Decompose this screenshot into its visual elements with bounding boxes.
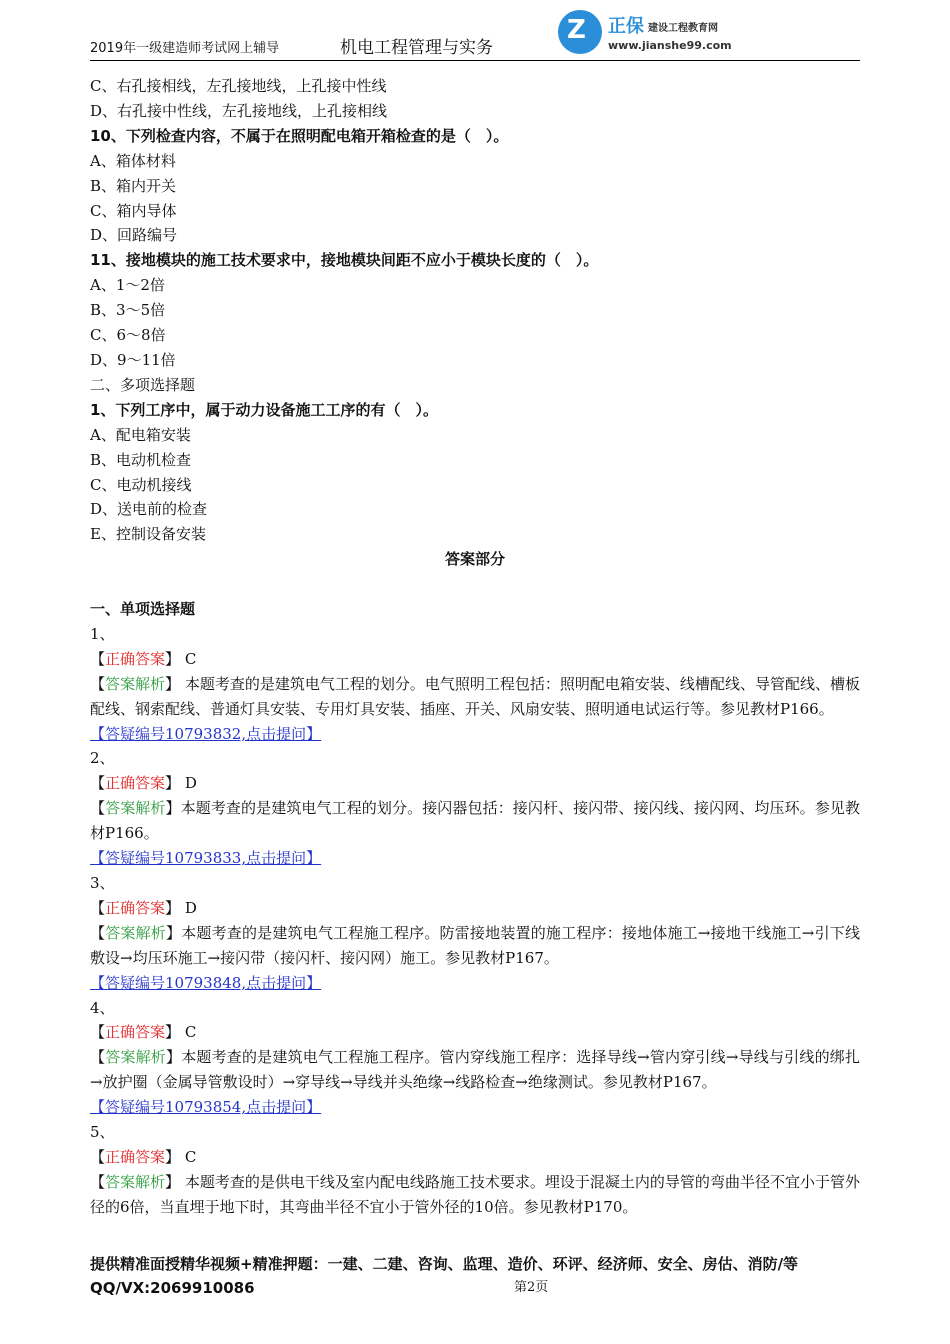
logo-subtitle: 建设工程教育网 [648,23,718,34]
bracket: 】 [165,649,181,668]
header-course-title: 2019年一级建造师考试网上辅导 [90,41,280,56]
question-text: 11、接地模块的施工技术要求中，接地模块间距不应小于模块长度的（ ）。 [90,251,599,270]
correct-answer-value: D [184,898,197,917]
analysis-text: 本题考查的是供电干线及室内配电线路施工技术要求。埋设于混凝土内的导管的弯曲半径不宜小于管外径的6倍，当直埋于地下时，其弯曲半径不宜小于管外径的10倍。参见教材P170。 [90,1172,860,1216]
correct-answer-value: C [184,1147,197,1166]
option-text: D、右孔接中性线，左孔接地线，上孔接相线 [90,101,388,120]
correct-answer-row [90,771,860,796]
bracket: 】 [166,1048,182,1067]
logo-url: www.jianshe99.com [608,39,732,52]
correct-answer-row [90,1145,860,1170]
answers-title: 答案部分 [444,550,505,569]
analysis-row [90,1170,860,1220]
bracket: 】 [165,774,181,793]
option-text: B、箱内开关 [90,176,177,195]
analysis-text: 本题考查的是建筑电气工程的划分。接闪器包括：接闪杆、接闪带、接闪线、接闪网、均压环。参见教材P166。 [90,799,860,843]
option-text: C、6～8倍 [90,326,166,345]
ask-question-link[interactable]: 【答疑编号10793854,点击提问】 [90,1098,322,1117]
answer-number: 2、 [90,749,115,768]
logo [558,10,758,56]
spacer [90,572,860,597]
option-text: D、送电前的检查 [90,500,208,519]
document-body [90,74,860,1220]
logo-name: 正保 [608,16,644,37]
bracket: 】 [165,799,181,818]
correct-answer-value: C [184,1023,197,1042]
option-text: A、箱体材料 [90,151,176,170]
correct-answer-label: 正确答案 [105,649,166,668]
ask-question-link[interactable]: 【答疑编号10793832,点击提问】 [90,724,322,743]
analysis-row [90,672,860,722]
option-text: E、控制设备安装 [90,525,206,544]
correct-answer-label: 正确答案 [105,898,166,917]
option-text: D、9～11倍 [90,350,176,369]
bracket: 【 [90,649,106,668]
page-header [90,8,860,61]
correct-answer-row [90,647,860,672]
correct-answer-label: 正确答案 [105,1147,166,1166]
option-text: C、右孔接相线，左孔接地线，上孔接中性线 [90,77,387,95]
analysis-row [90,921,860,971]
analysis-row [90,1045,860,1095]
correct-answer-value: C [184,649,197,668]
footer-contact: QQ/VX:2069910086 [90,1279,255,1297]
header-subject: 机电工程管理与实务 [340,38,493,58]
answer-number: 1、 [90,624,115,643]
section-heading: 二、多项选择题 [90,375,196,394]
option-text: D、回路编号 [90,226,178,245]
bracket: 【 [90,799,106,818]
answer-number: 3、 [90,873,115,892]
footer-promo: 提供精准面授精华视频+精准押题：一建、二建、咨询、监理、造价、环评、经济师、安全、房估、消防/等 [90,1255,799,1273]
option-text: C、电动机接线 [90,475,192,494]
page-number: 第2页 [514,1280,549,1295]
ask-question-link[interactable]: 【答疑编号10793848,点击提问】 [90,973,322,992]
correct-answer-label: 正确答案 [105,1023,166,1042]
option-text: C、箱内导体 [90,201,177,220]
section-heading: 一、单项选择题 [90,600,196,619]
bracket: 】 [165,1172,181,1191]
bracket: 】 [166,923,182,942]
bracket: 【 [90,1023,106,1042]
ask-question-link[interactable]: 【答疑编号10793833,点击提问】 [90,849,322,868]
correct-answer-label: 正确答案 [105,774,166,793]
bracket: 【 [90,923,106,942]
answer-number: 5、 [90,1123,115,1142]
question-text: 10、下列检查内容，不属于在照明配电箱开箱检查的是（ ）。 [90,126,509,145]
bracket: 【 [90,774,106,793]
bracket: 【 [90,674,106,693]
bracket: 【 [90,1147,106,1166]
analysis-label: 答案解析 [105,1172,166,1191]
page-footer [90,1252,860,1300]
bracket: 【 [90,1172,106,1191]
correct-answer-value: D [184,774,197,793]
option-text: A、配电箱安装 [90,425,191,444]
bracket: 【 [90,1048,106,1067]
analysis-row [90,796,860,846]
footer-contact-row [90,1276,860,1300]
correct-answer-row [90,896,860,921]
bracket: 】 [165,674,181,693]
analysis-label: 答案解析 [105,1048,166,1067]
question-text: 1、下列工序中，属于动力设备施工工序的有（ ）。 [90,400,438,419]
logo-z-icon: Z [558,10,602,54]
option-text: A、1～2倍 [90,276,165,295]
bracket: 】 [165,898,181,917]
option-text: B、3～5倍 [90,301,166,320]
analysis-label: 答案解析 [105,674,166,693]
bracket: 】 [165,1147,181,1166]
correct-answer-row [90,1020,860,1045]
analysis-text: 本题考查的是建筑电气工程施工程序。防雷接地装置的施工程序：接地体施工→接地干线施工→引下线敷设→均压环施工→接闪带（接闪杆、接闪网）施工。参见教材P167。 [90,923,860,967]
bracket: 】 [165,1023,181,1042]
option-text: B、电动机检查 [90,450,192,469]
answer-number: 4、 [90,998,115,1017]
bracket: 【 [90,898,106,917]
analysis-label: 答案解析 [105,923,166,942]
analysis-text: 本题考查的是建筑电气工程施工程序。管内穿线施工程序：选择导线→管内穿引线→导线与引线的绑扎→放护圈（金属导管敷设时）→穿导线→导线并头绝缘→线路检查→绝缘测试。参见教材P167。 [90,1048,860,1092]
analysis-label: 答案解析 [105,799,166,818]
analysis-text: 本题考查的是建筑电气工程的划分。电气照明工程包括：照明配电箱安装、线槽配线、导管配线、槽板配线、钢索配线、普通灯具安装、专用灯具安装、插座、开关、风扇安装、照明通电试运行等。参见教材P166。 [90,674,860,718]
